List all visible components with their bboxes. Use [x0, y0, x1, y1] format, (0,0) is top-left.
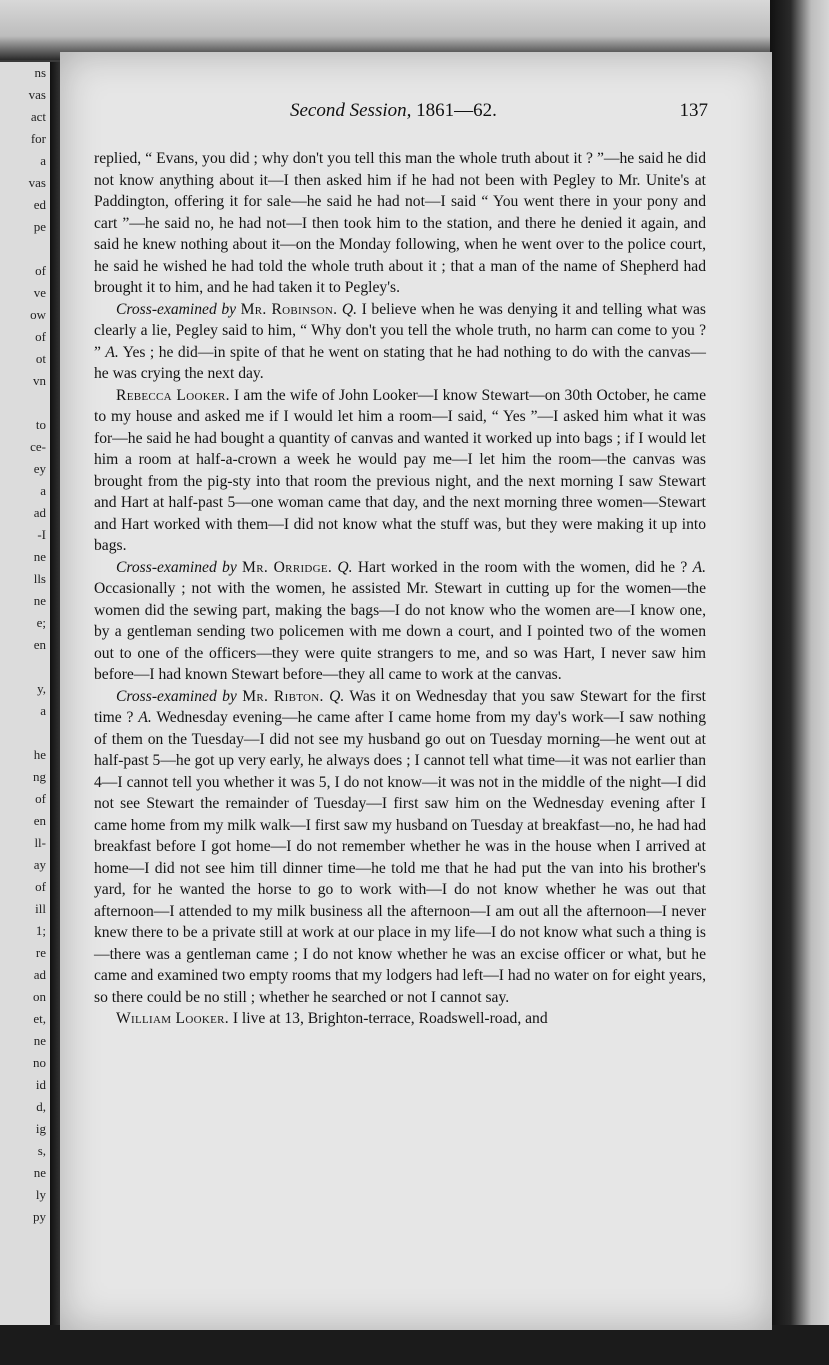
facing-page-fragment: ill [35, 901, 46, 916]
body-text [94, 148, 706, 1030]
cross-examined-label: Cross-examined by [116, 558, 237, 576]
facing-page-fragment: on [33, 989, 46, 1004]
cross-examined-label: Cross-examined by [116, 687, 237, 705]
facing-page-fragment: e; [36, 615, 46, 630]
question-marker: Q. [329, 687, 345, 705]
facing-page-fragment: a [40, 483, 46, 498]
facing-page-fragment: a [40, 153, 46, 168]
running-head-title: Second Session, [290, 100, 412, 121]
question-marker: Q. [341, 300, 358, 318]
scan-background-right [770, 0, 829, 1365]
facing-page-fragment [0, 238, 46, 260]
facing-page-fragment: y, [37, 681, 46, 696]
facing-page-text-fragments [0, 62, 50, 1228]
witness-name: Rebecca Looker. [116, 386, 230, 404]
facing-page-fragment: pe [33, 219, 46, 234]
facing-page-fragment: ad [33, 505, 46, 520]
running-head-year: 1861—62. [416, 100, 497, 121]
paragraph-cross-examination-orridge: Cross-examined by Mr. Orridge. Q. Hart worked in the room with the women, did he ? A. Occasionally ; not with the women, he assisted Mr. Stewart in cutting up for the women—the women did the sewing part, making the bags—I do not know who the women are—I know one, by a gentleman sending two policemen with me down a court, and I pointed two of the women out to one of the officers—they were quite strangers to me, and so was Hart, I never saw him before—I had known Stewart before—they all came to work at the canvas. [94, 558, 707, 683]
facing-page-fragment [0, 656, 46, 678]
facing-page-fragment: lls [33, 571, 46, 586]
facing-page-fragment: ns [34, 65, 46, 80]
facing-page-fragment: py [33, 1209, 46, 1224]
counsel-name: Mr. Robinson. [240, 300, 338, 318]
facing-page-fragment: re [35, 945, 46, 960]
facing-page-fragment: of [35, 263, 46, 278]
facing-page-fragment: ne [33, 1033, 46, 1048]
facing-page-fragment: vas [28, 175, 46, 190]
running-head [290, 100, 497, 122]
facing-page-fragment: ce- [30, 439, 46, 454]
facing-page-fragment: -I [37, 527, 46, 542]
facing-page-fragment: ve [33, 285, 46, 300]
facing-page-fragment: ig [35, 1121, 46, 1136]
facing-page-fragment: of [35, 791, 46, 806]
facing-page-fragment: of [35, 329, 46, 344]
question-marker: Q. [337, 558, 353, 576]
facing-page-fragment: for [30, 131, 46, 146]
facing-page-fragment: ot [35, 351, 46, 366]
scan-background-bottom [0, 1325, 829, 1365]
facing-page-fragment: of [35, 879, 46, 894]
facing-page-fragment: ad [33, 967, 46, 982]
facing-page-fragment: en [33, 813, 46, 828]
facing-page-fragment [0, 722, 46, 744]
facing-page-fragment: he [33, 747, 46, 762]
facing-page-fragment [0, 392, 46, 414]
facing-page-fragment: ed [33, 197, 46, 212]
page-header [60, 100, 772, 130]
facing-page-fragment: act [30, 109, 46, 124]
answer-marker: A. [138, 709, 152, 726]
facing-page-fragment: ne [33, 593, 46, 608]
facing-page-fragment: ll- [34, 835, 46, 850]
facing-page-fragment: s, [37, 1143, 46, 1158]
book-page [60, 52, 772, 1330]
facing-page-fragment: to [35, 417, 46, 432]
page-number: 137 [679, 100, 708, 121]
facing-page-fragment: ey [33, 461, 46, 476]
paragraph-continuation: replied, “ Evans, you did ; why don't you tell this man the whole truth about it ? ”—he said he did not know anything about it—I then asked him if he had not been with Pegley to Mr. Unite's at Paddington, offering it for sale—he said he had not—I said “ You went there in your pony and cart ”—he said no, he had not—I then took him to the station, and there he denied it again, and said he knew nothing about it—on the Monday following, when he went over to the police court, he said he wished he had told the whole truth about it ; that a man of the name of Shepherd had brought it to him, and he had taken it to Pegley's. [94, 150, 706, 296]
facing-page-fragment: ng [33, 769, 46, 784]
paragraph-witness-rebecca-looker: Rebecca Looker. I am the wife of John Looker—I know Stewart—on 30th October, he came to my house and asked me if I would let him a room—I said, “ Yes ”—I asked him what it was for—he said he had bought a quantity of canvas and wanted it worked up into bags ; if I would let him a room at half-a-crown a week he would pay me—I let him the room—the canvas was brought from the pig-sty into that room the previous night, and the next morning I saw Stewart and Hart at half-past 5—one woman came that day, and the next morning three women—Stewart and Hart worked with them—I did not know what the stuff was, but they were making it up into bags. [94, 386, 706, 554]
facing-page-fragment: ow [30, 307, 46, 322]
paragraph-cross-examination-ribton: Cross-examined by Mr. Ribton. Q. Was it on Wednesday that you saw Stewart for the first time ? A. Wednesday evening—he came after I came home from my day's work—I saw nothing of them on the Tuesday—I did not see my husband go out on Tuesday morning—he went out at half-past 5—he got up very early, he always does ; I cannot tell what time—it was not earlier than 4—I cannot tell you whether it was 5, I do not know—it was not in the middle of the night—I did not see Stewart the remainder of Tuesday—I first saw him on the Wednesday evening after I came home from my milk walk—I first saw my husband on Tuesday at breakfast—no, he had had breakfast before I got home—I do not remember whether he was in the house when I arrived at home—I did not see him till dinner time—he told me that he had put the van into his brother's yard, for he wanted the horse to go to work with—I do not know whether he was out that afternoon—I attended to my milk business all the afternoon—I am out all the afternoon—I never knew there to be a private still at work at our place in my life—I do not know what such a thing is—there was a gentleman came ; I do not know whether he was an excise officer or what, but he came and examined two empty rooms that my lodgers had left—I had no water on for eight years, so there could be no still ; whether he searched or not I cannot say. [94, 687, 706, 1006]
facing-page-fragment: ne [33, 549, 46, 564]
facing-page-fragment: id [35, 1077, 46, 1092]
facing-page-fragment: ly [35, 1187, 46, 1202]
facing-page-fragment: vas [28, 87, 46, 102]
facing-page-fragment: d, [36, 1099, 46, 1114]
answer-marker: A. [105, 343, 119, 361]
facing-page-fragment: vn [33, 373, 46, 388]
facing-page-fragment: ne [33, 1165, 46, 1180]
facing-page-edge [0, 62, 56, 1332]
counsel-name: Mr. Ribton. [242, 687, 324, 705]
paragraph-witness-william-looker: William Looker. I live at 13, Brighton-terrace, Roadswell-road, and [116, 1010, 548, 1027]
facing-page-fragment: ay [33, 857, 46, 872]
paragraph-cross-examination-robinson: Cross-examined by Mr. Robinson. Q. I believe when he was denying it and telling what was clearly a lie, Pegley said to him, “ Why don't you tell the whole truth, no harm can come to you ? ” A. Yes ; he did—in spite of that he went on stating that he had nothing to do with the canvas—he was crying the next day. [94, 300, 706, 382]
counsel-name: Mr. Orridge. [242, 558, 333, 576]
facing-page-fragment: et, [33, 1011, 46, 1026]
facing-page-fragment: no [33, 1055, 46, 1070]
facing-page-fragment: en [33, 637, 46, 652]
cross-examined-label: Cross-examined by [116, 300, 237, 318]
facing-page-fragment: 1; [35, 923, 46, 938]
facing-page-fragment: a [40, 703, 46, 718]
answer-marker: A. [692, 558, 707, 576]
witness-name: William Looker. [116, 1010, 229, 1027]
scan-background-top [0, 0, 829, 60]
